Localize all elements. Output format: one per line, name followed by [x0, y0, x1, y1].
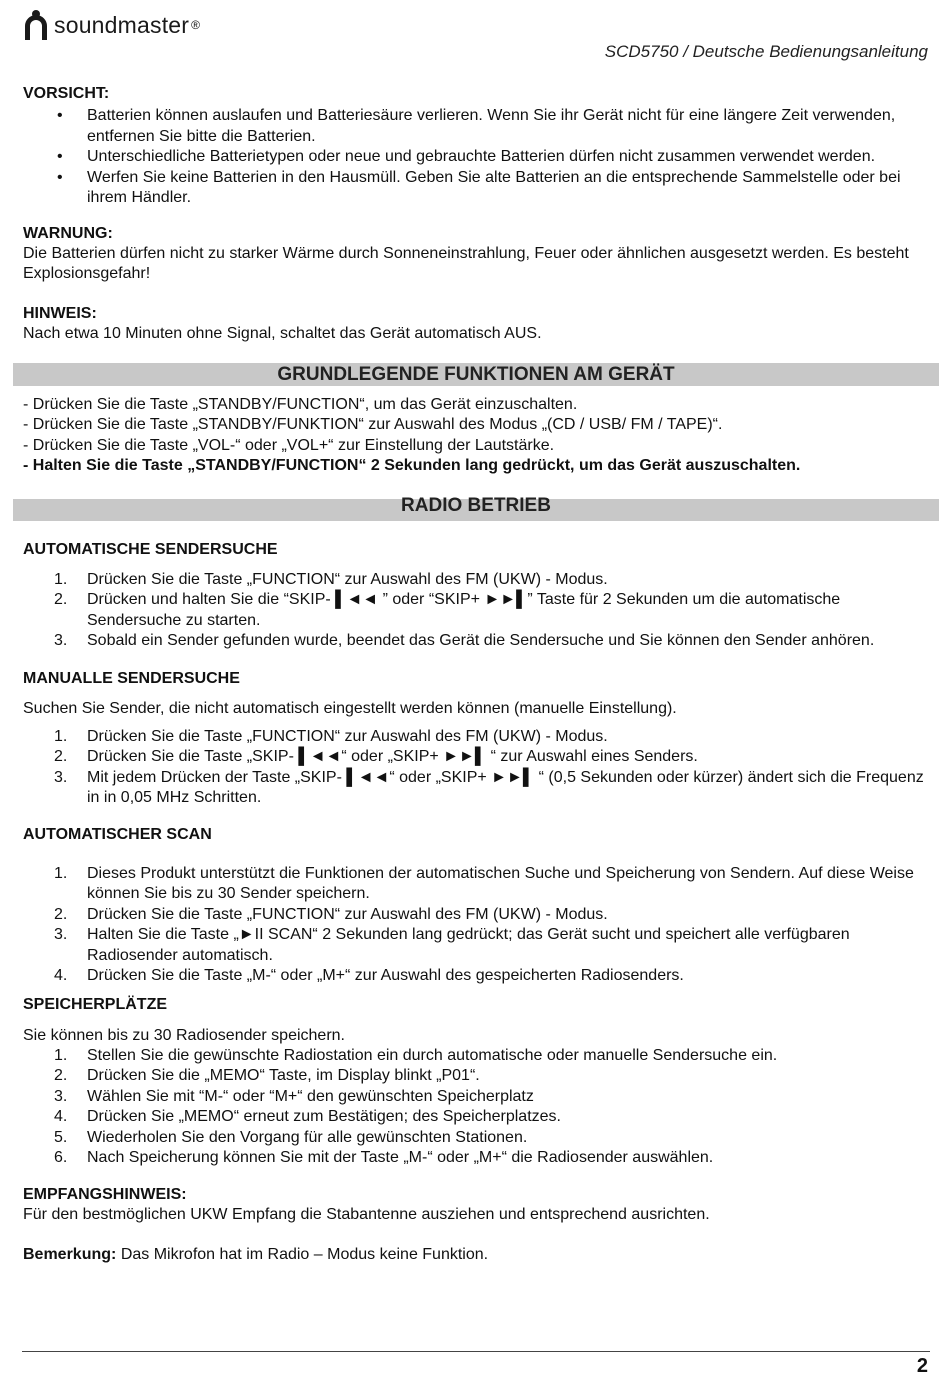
list-item: [54, 864, 928, 905]
hinweis-label: HINWEIS:: [23, 304, 97, 322]
item-text: Drücken und halten Sie die “SKIP- ▌◄◄ ” oder “SKIP+ ►►▌” Taste für 2 Sekunden um die automatische Sendersuche zu starten.: [87, 591, 841, 629]
item-number: 1.: [54, 727, 68, 745]
item-number: 3.: [54, 768, 68, 786]
list-item: [54, 905, 928, 926]
page-content: [23, 84, 928, 1265]
list-item: [54, 590, 928, 631]
grund-list: [23, 395, 928, 477]
brand-name: soundmaster: [54, 11, 190, 38]
list-item: • Werfen Sie keine Batterien in den Hausmüll. Geben Sie alte Batterien an die entsprechende Sammelstelle oder bei ihrem Händler.: [87, 168, 928, 209]
item-text: Halten Sie die Taste „►II SCAN“ 2 Sekunden lang gedrückt; das Gerät sucht und speichert alle verfügbaren Radiosender automatisch.: [87, 926, 850, 964]
item-text: Drücken Sie die Taste „SKIP- ▌◄◄“ oder „SKIP+ ►►▌ “ zur Auswahl eines Senders.: [87, 748, 698, 765]
section-heading-grundlegende: [13, 363, 939, 386]
item-text: Drücken Sie die „MEMO“ Taste, im Display blinkt „P01“.: [87, 1067, 480, 1084]
auto-search-list: [23, 570, 928, 652]
vorsicht-label: VORSICHT:: [23, 85, 110, 102]
list-item: [54, 1107, 928, 1128]
item-text: Wiederholen Sie den Vorgang für alle gewünschten Stationen.: [87, 1128, 528, 1146]
page-header: [22, 8, 928, 78]
warnung-label: WARNUNG:: [23, 224, 113, 242]
presets-list: [23, 1046, 928, 1169]
reception-label: EMPFANGSHINWEIS:: [23, 1185, 187, 1203]
manual-search-list: [23, 727, 928, 809]
list-item: [54, 727, 928, 748]
list-item: • Batterien können auslaufen und Batteriesäure verlieren. Wenn Sie ihr Gerät nicht für eine längere Zeit verwenden, entfernen Sie bitte die Batterien.: [87, 106, 928, 147]
item-text: Mit jedem Drücken der Taste „SKIP- ▌◄◄“ oder „SKIP+ ►►▌ “ (0,5 Sekunden oder kürzer) ändert sich die Frequenz in in 0,05 MHz Schritten.: [87, 768, 924, 806]
manual-search-label: MANUALLE SENDERSUCHE: [23, 669, 240, 687]
item-number: 1.: [54, 570, 68, 588]
item-text: Drücken Sie die Taste „FUNCTION“ zur Auswahl des FM (UKW) - Modus.: [87, 570, 608, 588]
item-number: 2.: [54, 591, 68, 608]
item-number: 3.: [54, 926, 68, 943]
list-item: [54, 966, 928, 987]
note-text: Das Mikrofon hat im Radio – Modus keine Funktion.: [120, 1245, 489, 1263]
list-item: • Unterschiedliche Batterietypen oder neue und gebrauchte Batterien dürfen nicht zusammen verwendet werden.: [87, 147, 928, 168]
item-text: Drücken Sie die Taste „M-“ oder „M+“ zur Auswahl des gespeicherten Radiosenders.: [87, 967, 684, 984]
list-item: - Drücken Sie die Taste „STANDBY/FUNKTION“ zur Auswahl des Modus „(CD / USB/ FM / TAPE)“.: [23, 416, 723, 433]
note: [23, 1245, 928, 1265]
section-heading-radio: [13, 494, 939, 521]
item-number: 2.: [54, 748, 68, 765]
item-number: 5.: [54, 1128, 68, 1146]
vorsicht-list: [23, 106, 928, 209]
presets-intro: Sie können bis zu 30 Radiosender speichern.: [23, 1026, 345, 1044]
list-item: [54, 631, 928, 652]
list-item: [54, 1087, 928, 1108]
item-text: Nach Speicherung können Sie mit der Taste „M-“ oder „M+“ die Radiosender auswählen.: [87, 1149, 714, 1166]
warnung-text: Die Batterien dürfen nicht zu starker Wärme durch Sonneneinstrahlung, Feuer oder ähnlichen ausgesetzt werden. Es besteht Explosionsgefahr!: [23, 244, 909, 282]
list-item: [54, 925, 928, 966]
list-item: - Halten Sie die Taste „STANDBY/FUNCTION“ 2 Sekunden lang gedrückt, um das Gerät auszuschalten.: [23, 457, 801, 474]
presets-label: SPEICHERPLÄTZE: [23, 995, 168, 1013]
list-item: - Drücken Sie die Taste „STANDBY/FUNCTION“, um das Gerät einzuschalten.: [23, 395, 578, 413]
auto-scan-list: [23, 864, 928, 987]
auto-search-label: AUTOMATISCHE SENDERSUCHE: [23, 540, 278, 558]
item-number: 6.: [54, 1149, 68, 1166]
item-number: 1.: [54, 1046, 68, 1064]
document-title: SCD5750 / Deutsche Bedienungsanleitung: [604, 42, 928, 61]
list-item: [54, 1148, 928, 1169]
soundmaster-logo-icon: [22, 8, 50, 42]
list-item: [54, 1046, 928, 1067]
list-item: [54, 747, 928, 768]
item-number: 2.: [54, 905, 68, 923]
section-title: RADIO BETRIEB: [401, 494, 551, 516]
reception-text: Für den bestmöglichen UKW Empfang die Stabantenne ausziehen und entsprechend ausrichten.: [23, 1205, 710, 1223]
list-item: [54, 768, 928, 809]
page-number: 2: [916, 1355, 928, 1377]
list-item: [54, 1066, 928, 1087]
registered-mark: ®: [191, 18, 201, 32]
list-item: [54, 570, 928, 591]
item-text: Sobald ein Sender gefunden wurde, beendet das Gerät die Sendersuche und Sie können den Sender anhören.: [87, 632, 875, 649]
item-text: Dieses Produkt unterstützt die Funktionen der automatischen Suche und Speicherung von Sendern. Auf diese Weise können Sie bis zu 30 Sender speichern.: [87, 864, 914, 902]
section-title: GRUNDLEGENDE FUNKTIONEN AM GERÄT: [277, 363, 675, 385]
item-number: 3.: [54, 1087, 68, 1105]
item-number: 1.: [54, 864, 68, 882]
item-text: Drücken Sie die Taste „FUNCTION“ zur Auswahl des FM (UKW) - Modus.: [87, 905, 608, 923]
item-number: 4.: [54, 1108, 68, 1125]
item-number: 2.: [54, 1067, 68, 1084]
list-item: [54, 1128, 928, 1149]
hinweis-text: Nach etwa 10 Minuten ohne Signal, schaltet das Gerät automatisch AUS.: [23, 324, 542, 342]
item-text: Drücken Sie „MEMO“ erneut zum Bestätigen; des Speicherplatzes.: [87, 1108, 561, 1125]
item-number: 4.: [54, 967, 68, 984]
manual-search-intro: Suchen Sie Sender, die nicht automatisch eingestellt werden können (manuelle Einstellung).: [23, 699, 677, 717]
footer-rule: [22, 1351, 930, 1352]
item-text: Drücken Sie die Taste „FUNCTION“ zur Auswahl des FM (UKW) - Modus.: [87, 727, 608, 745]
item-text: Stellen Sie die gewünschte Radiostation ein durch automatische oder manuelle Sendersuche ein.: [87, 1046, 778, 1064]
note-label: Bemerkung:: [23, 1245, 117, 1263]
item-number: 3.: [54, 632, 68, 649]
auto-scan-label: AUTOMATISCHER SCAN: [23, 825, 212, 843]
item-text: Wählen Sie mit “M-“ oder “M+“ den gewünschten Speicherplatz: [87, 1087, 534, 1105]
list-item: - Drücken Sie die Taste „VOL-“ oder „VOL+“ zur Einstellung der Lautstärke.: [23, 436, 555, 454]
brand-logo: [22, 8, 200, 42]
